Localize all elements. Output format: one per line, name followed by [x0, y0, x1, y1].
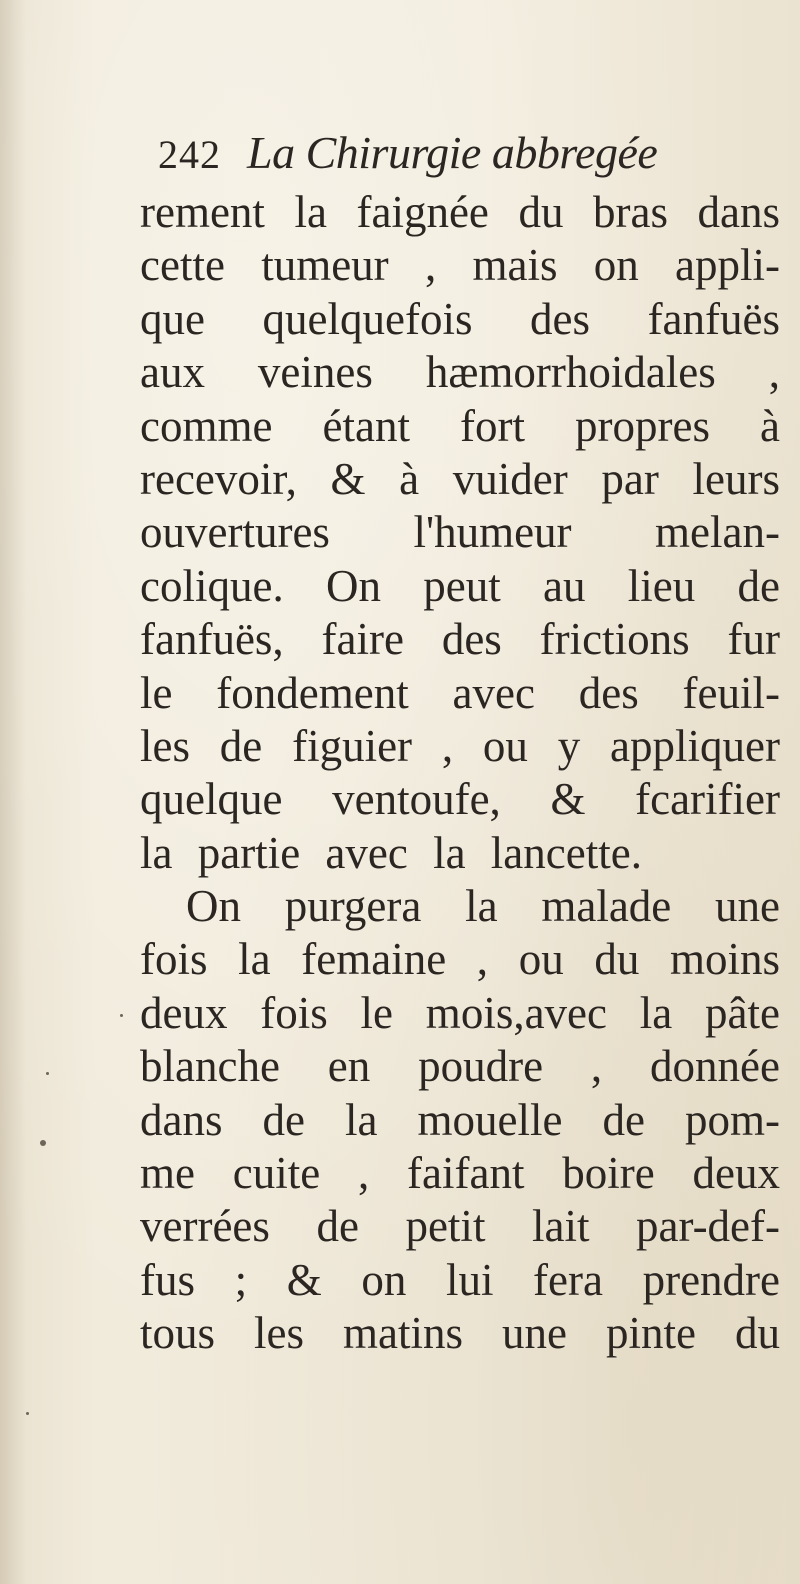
page-number: 242: [158, 132, 221, 177]
text-line: fanfuës, faire des frictions fur: [140, 614, 780, 665]
text-line: recevoir, & à vuider par leurs: [140, 453, 780, 504]
text-line: deux fois le mois,avec la pâte: [140, 987, 780, 1038]
paragraph-last-line: la partie avec la lancette.: [140, 827, 642, 878]
page-header: [158, 126, 657, 190]
text-line: rement la faignée du bras dans: [140, 187, 780, 237]
text-line: dans de la mouelle de pom-: [140, 1094, 780, 1145]
page-fold-shadow: [0, 0, 26, 1584]
running-title: La Chirurgie abbregée: [247, 127, 658, 178]
text-line: que quelquefois des fanfuës: [140, 293, 780, 344]
text-line: fois la femaine , ou du moins: [140, 934, 780, 985]
paper-speck: [46, 1072, 49, 1075]
body-text: [140, 186, 780, 1361]
paper-speck: [40, 1140, 46, 1146]
text-line: quelque ventoufe, & fcarifier: [140, 774, 780, 825]
paper-speck: [26, 1412, 29, 1415]
text-line: aux veines hæmorrhoidales ,: [140, 347, 780, 398]
text-line: colique. On peut au lieu de: [140, 560, 780, 611]
text-line: fus ; & on lui fera prendre: [140, 1254, 780, 1305]
text-line: blanche en poudre , donnée: [140, 1041, 780, 1092]
text-line: comme étant fort propres à: [140, 400, 780, 451]
text-line: ouvertures l'humeur melan-: [140, 507, 780, 558]
text-line: verrées de petit lait par-def-: [140, 1201, 780, 1252]
text-line: le fondement avec des feuil-: [140, 667, 780, 718]
text-line: les de figuier , ou y appliquer: [140, 720, 780, 771]
text-line: me cuite , faifant boire deux: [140, 1148, 780, 1199]
text-line: tous les matins une pinte du: [140, 1308, 780, 1359]
paper-speck: [120, 1014, 123, 1017]
paragraph-first-line: On purgera la malade une: [186, 881, 780, 932]
text-line: cette tumeur , mais on appli-: [140, 240, 780, 291]
